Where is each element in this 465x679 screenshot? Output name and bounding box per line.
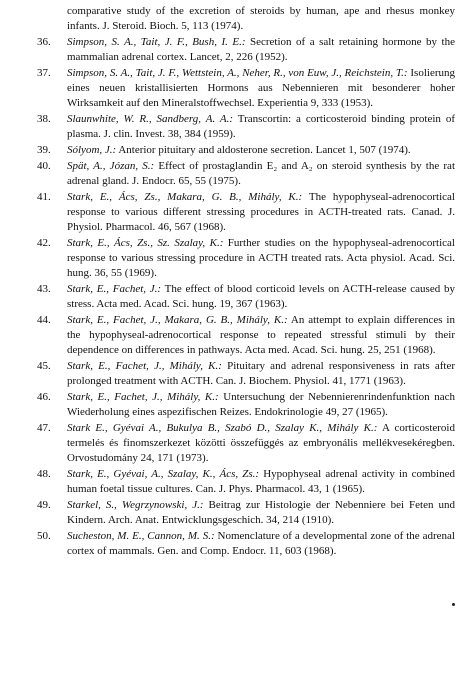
reference-item [20, 190, 455, 235]
reference-text: Further studies on the hypophyseal-adrenocortical response to various stressing procedure in ACTH treated rats. Acta physiol. Acad. Sci. hung. 36, 55 (1969). [67, 237, 455, 279]
reference-authors: Sólyom, J.: [67, 144, 117, 156]
reference-text: The hypophyseal-adrenocortical response to various different stressing procedures in ACTH-treated rats. Canad. J. Physiol. Pharmacol. 46, 567 (1968). [67, 191, 455, 233]
reference-number: 42. [37, 237, 51, 249]
reference-text: Beitrag zur Histologie der Nebenniere bei Feten und Kindern. Arch. Anat. Entwicklungsgeschich. 34, 214 (1910). [67, 499, 455, 526]
reference-number: 38. [37, 113, 51, 125]
reference-text: Hypophyseal adrenal activity in combined human foetal tissue cultures. Can. J. Phys. Pharmacol. 43, 1 (1965). [67, 468, 455, 495]
reference-number: 41. [37, 191, 51, 203]
reference-text: Isolierung eines neuen kristallisierten Hormons aus Nebennieren mit besonderer hoher Wirksamkeit auf den Mineralstoffwechsel. Experientia 9, 333 (1953). [67, 67, 455, 109]
print-speck [452, 603, 455, 606]
reference-number: 40. [37, 160, 51, 172]
reference-item [20, 282, 455, 312]
reference-text: Nomenclature of a developmental zone of the adrenal cortex of mammals. Gen. and Comp. Endocr. 11, 603 (1968). [67, 530, 455, 557]
reference-text: Transcortin: a corticosteroid binding protein of plasma. J. clin. Invest. 38, 384 (1959). [67, 113, 455, 140]
reference-authors: Stark, E., Ács, Zs., Sz. Szalay, K.: [67, 237, 224, 249]
reference-list [20, 35, 455, 559]
reference-number: 48. [37, 468, 51, 480]
reference-number: 43. [37, 283, 51, 295]
reference-item [20, 313, 455, 358]
reference-number: 39. [37, 144, 51, 156]
reference-authors: Slaunwhite, W. R., Sandberg, A. A.: [67, 113, 234, 125]
reference-number: 45. [37, 360, 51, 372]
reference-number: 44. [37, 314, 51, 326]
reference-item [20, 236, 455, 281]
reference-item [20, 421, 455, 466]
reference-item [20, 159, 455, 189]
reference-number: 50. [37, 530, 51, 542]
reference-text: Secretion of a salt retaining hormone by the mammalian adrenal cortex. Lancet, 2, 226 (1952). [67, 36, 455, 63]
reference-authors: Starkel, S., Wegrzynowski, J.: [67, 499, 204, 511]
reference-text: Effect of prostaglandin E₂ and A₂ on steroid synthesis by the rat adrenal gland. J. Endocr. 65, 55 (1975). [67, 160, 455, 187]
reference-authors: Stark, E., Fachet, J.: [67, 283, 162, 295]
reference-item [20, 143, 455, 158]
reference-text: Anterior pituitary and aldosterone secretion. Lancet 1, 507 (1974). [116, 144, 411, 156]
reference-authors: Spät, A., Józan, S.: [67, 160, 155, 172]
reference-number: 36. [37, 36, 51, 48]
reference-item [20, 529, 455, 559]
reference-item [20, 467, 455, 497]
reference-authors: Simpson, S. A., Tait, J. F., Bush, I. E.: [67, 36, 246, 48]
reference-continuation: comparative study of the excretion of steroids by human, ape and rhesus monkey infants. J. Steroid. Bioch. 5, 113 (1974). [67, 5, 455, 32]
reference-text: The effect of blood corticoid levels on ACTH-release caused by stress. Acta med. Acad. Sci. hung. 19, 367 (1963). [67, 283, 455, 310]
reference-number: 46. [37, 391, 51, 403]
reference-number: 49. [37, 499, 51, 511]
reference-authors: Sucheston, M. E., Cannon, M. S.: [67, 530, 215, 542]
reference-authors: Simpson, S. A., Tait, J. F., Wettstein, A., Neher, R., von Euw, J., Reichstein, T.: [67, 67, 408, 79]
reference-text: An attempt to explain differences in the hypophyseal-adrenocortical response to repeated stressful stimuli by their dependence on differences in pathways. Acta med. Acad. Sci. hung. 25, 251 (1968). [67, 314, 455, 356]
reference-authors: Stark, E., Fachet, J., Mihály, K.: [67, 360, 222, 372]
reference-item [20, 112, 455, 142]
reference-item [20, 390, 455, 420]
reference-text: A corticosteroid termelés és finomszerkezet közötti összefüggés az embryonális mellékvesekéregben. Orvostudomány 24, 171 (1973). [67, 422, 455, 464]
reference-item [20, 35, 455, 65]
reference-authors: Stark, E., Fachet, J., Makara, G. B., Mihály, K.: [67, 314, 288, 326]
reference-authors: Stark, E., Fachet, J., Mihály, K.: [67, 391, 219, 403]
reference-authors: Stark, E., Ács, Zs., Makara, G. B., Mihály, K.: [67, 191, 303, 203]
reference-authors: Stark, E., Gyévai, A., Szalay, K., Ács, Zs.: [67, 468, 260, 480]
reference-item [20, 498, 455, 528]
reference-item [20, 359, 455, 389]
reference-number: 37. [37, 67, 51, 79]
reference-text: Untersuchung der Nebennierenrindenfunktion nach Wiederholung eines aspezifischen Reizes. Endokrinologie 49, 27 (1965). [67, 391, 455, 418]
reference-authors: Stark E., Gyévai A., Bukulya B., Szabó D., Szalay K., Mihály K.: [67, 422, 378, 434]
reference-number: 47. [37, 422, 51, 434]
reference-text: Pituitary and adrenal responsiveness in rats after prolonged treatment with ACTH. Can. J. Biochem. Physiol. 41, 1771 (1963). [67, 360, 455, 387]
reference-item [20, 66, 455, 111]
